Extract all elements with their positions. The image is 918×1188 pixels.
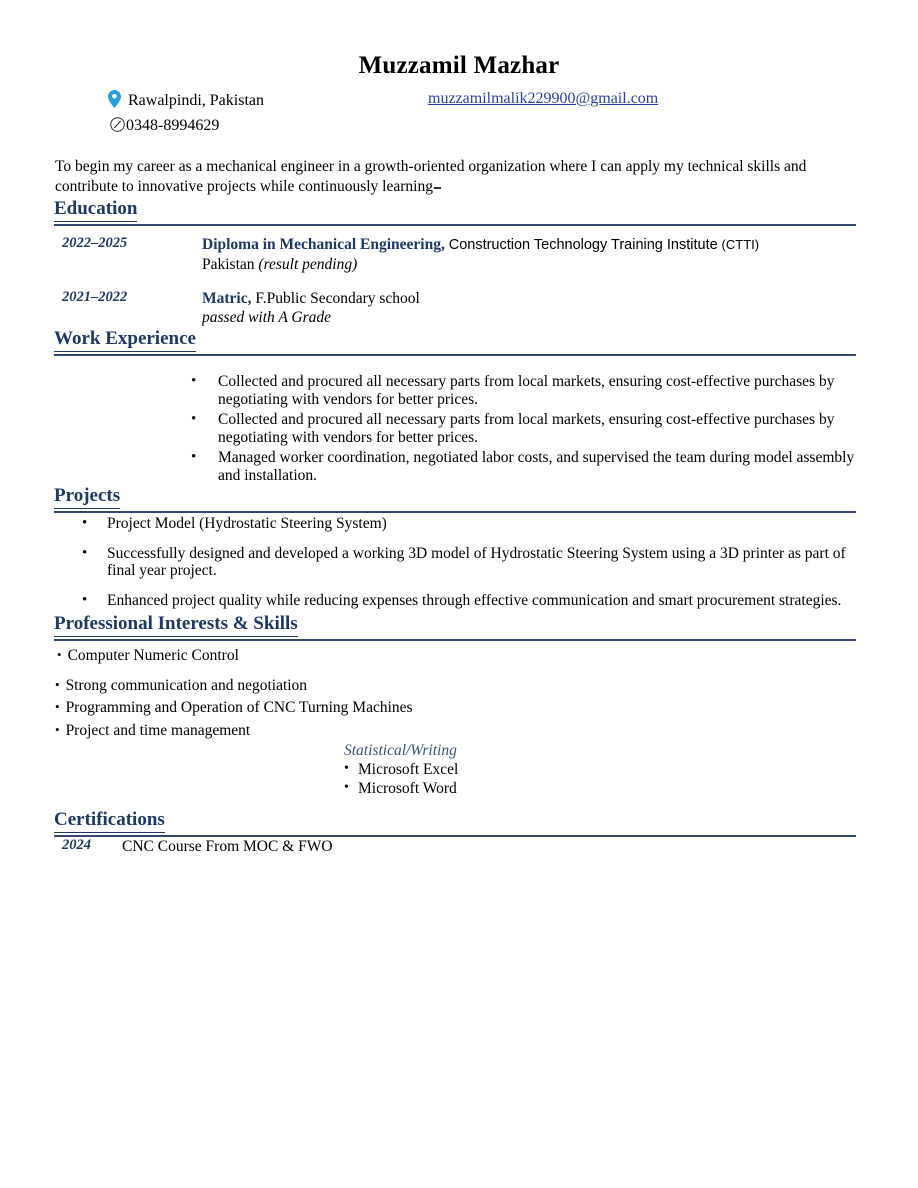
education-degree: Diploma in Mechanical Engineering,	[202, 236, 445, 253]
bullet-icon: •	[55, 677, 60, 692]
education-result-note: (result pending)	[258, 256, 358, 273]
page-title: Muzzamil Mazhar	[358, 52, 560, 79]
certification-entry	[62, 837, 857, 859]
bullet-icon: •	[55, 699, 60, 714]
skills-tools-list	[358, 761, 458, 798]
section-heading-projects	[54, 485, 856, 513]
list-item: • Microsoft Excel	[358, 761, 458, 780]
skill-item	[55, 699, 413, 717]
objective-text: To begin my career as a mechanical engineer in a growth-oriented organization where I can apply my technical skills and contribute to innovative projects while continuously learning	[55, 158, 807, 195]
contact-phone	[110, 117, 219, 137]
section-title-skills: Professional Interests & Skills	[54, 613, 298, 637]
objective-paragraph	[55, 157, 865, 197]
skill-label: Computer Numeric Control	[67, 647, 239, 664]
location-text: Rawalpindi, Pakistan	[128, 92, 264, 109]
list-item: • Collected and procured all necessary parts from local markets, ensuring cost-effective purchases by negotiating with vendors for better prices.	[218, 411, 858, 447]
education-institute: F.Public Secondary school	[255, 290, 420, 307]
list-item: • Enhanced project quality while reducing expenses through effective communication and smart procurement strategies.	[107, 592, 857, 610]
education-institute-abbr: (CTTI)	[721, 237, 760, 252]
education-result-note: passed with A Grade	[202, 309, 332, 326]
skill-label: Strong communication and negotiation	[65, 677, 308, 694]
skill-item	[55, 722, 250, 740]
phone-text: 0348-8994629	[126, 117, 220, 134]
skill-item	[57, 647, 239, 665]
section-heading-work-experience	[54, 328, 856, 356]
section-title-work-experience: Work Experience	[54, 328, 196, 352]
certification-text: CNC Course From MOC & FWO	[122, 838, 333, 855]
skill-label: Programming and Operation of CNC Turning Machines	[65, 699, 413, 716]
section-title-certifications: Certifications	[54, 809, 165, 833]
list-item: • Microsoft Word	[358, 780, 458, 799]
section-title-education: Education	[54, 198, 137, 222]
work-experience-list	[218, 373, 858, 487]
education-entry-date: 2022–2025	[62, 235, 128, 251]
list-item: • Successfully designed and developed a working 3D model of Hydrostatic Steering System using a 3D printer as part of final year project.	[107, 545, 857, 580]
section-title-projects: Projects	[54, 485, 120, 509]
skill-item	[55, 677, 307, 695]
email-link[interactable]: muzzamilmalik229900@gmail.com	[428, 90, 659, 107]
education-institute: Construction Technology Training Institute	[448, 237, 718, 253]
education-country: Pakistan	[202, 256, 255, 273]
bullet-icon: •	[57, 647, 62, 662]
section-heading-skills	[54, 613, 856, 641]
location-pin-icon	[108, 90, 121, 113]
skills-subsection-title: Statistical/Writing	[344, 742, 457, 759]
trailing-cursor-mark	[434, 187, 441, 189]
phone-icon	[110, 117, 125, 137]
education-entry-date: 2021–2022	[62, 289, 128, 305]
section-heading-certifications	[54, 809, 856, 837]
bullet-icon: •	[55, 722, 60, 737]
education-entry	[62, 289, 857, 329]
section-heading-education	[54, 198, 856, 226]
projects-list	[107, 515, 857, 621]
education-degree: Matric,	[202, 290, 252, 307]
education-entry	[62, 235, 857, 275]
list-item: • Managed worker coordination, negotiated labor costs, and supervised the team during model assembly and installation.	[218, 449, 858, 485]
certification-date: 2024	[62, 837, 91, 853]
skill-label: Project and time management	[65, 722, 251, 739]
list-item: • Project Model (Hydrostatic Steering System)	[107, 515, 857, 533]
education-entry-body	[202, 289, 852, 327]
list-item: • Collected and procured all necessary parts from local markets, ensuring cost-effective purchases by negotiating with vendors for better prices.	[218, 373, 858, 409]
education-entry-body	[202, 235, 852, 274]
contact-location	[108, 90, 264, 113]
